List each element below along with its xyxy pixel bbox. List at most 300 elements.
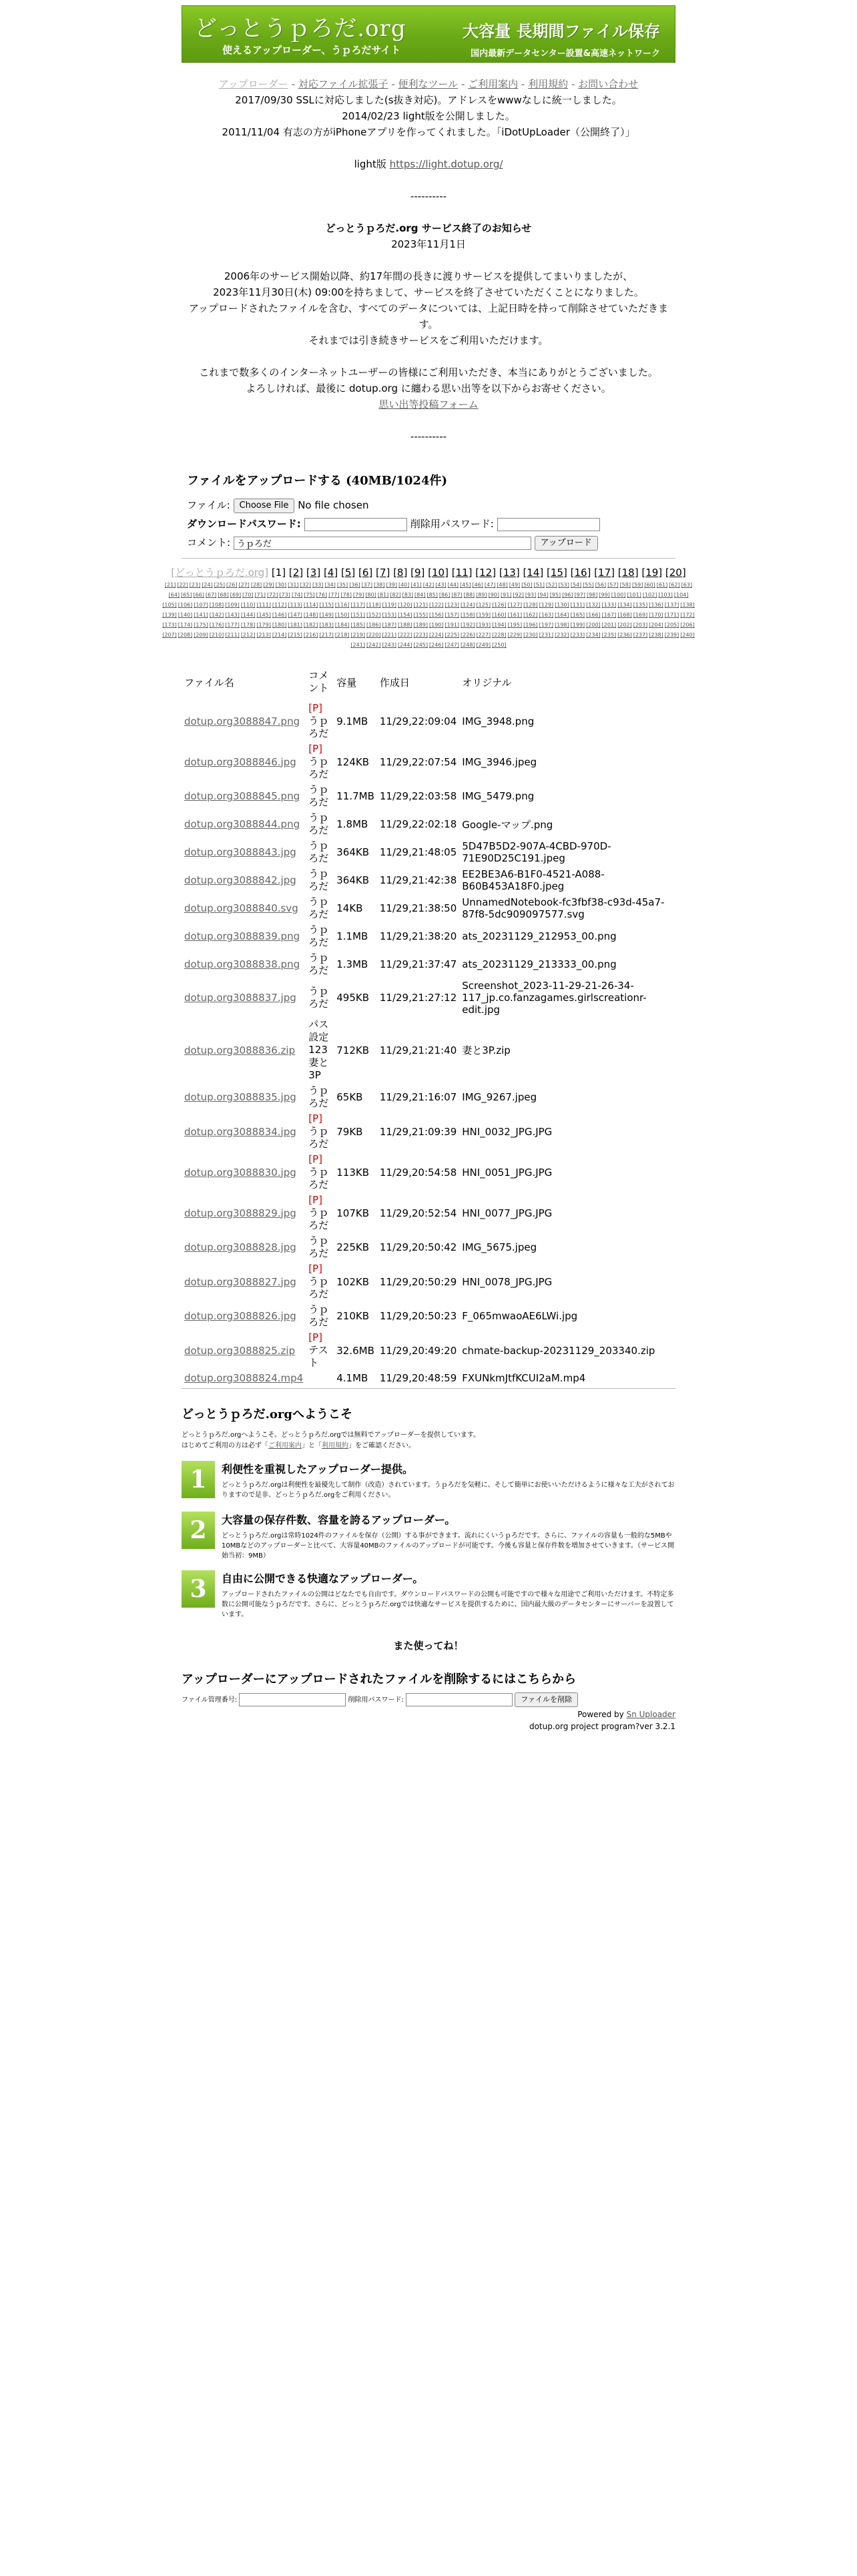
pager-page-link[interactable]: [151]: [350, 612, 365, 618]
pager-page-link[interactable]: [123]: [445, 602, 460, 608]
pager-page-link[interactable]: [152]: [366, 612, 381, 618]
nav-uploader[interactable]: アップローダー: [218, 78, 288, 90]
pager-page-link[interactable]: [39]: [386, 582, 397, 588]
pager-page-link[interactable]: [145]: [256, 612, 271, 618]
pager-page-link[interactable]: [143]: [225, 612, 240, 618]
pager-page-link[interactable]: [60]: [644, 582, 655, 588]
pager-page-link[interactable]: [22]: [177, 582, 188, 588]
pager-page-link[interactable]: 14: [527, 567, 540, 579]
pager-page-link[interactable]: 9: [414, 567, 421, 579]
pager-page-link[interactable]: [52]: [546, 582, 557, 588]
pager-page-link[interactable]: [35]: [336, 582, 348, 588]
delete-file-button[interactable]: ファイルを削除: [515, 1692, 578, 1707]
pager-page-link[interactable]: [73]: [279, 592, 290, 598]
pager-page-link[interactable]: [50]: [521, 582, 533, 588]
pager-page-link[interactable]: [122]: [429, 602, 444, 608]
pager-page-link[interactable]: [99]: [599, 592, 610, 598]
pager-page-link[interactable]: [236]: [617, 632, 632, 638]
pager-page-link[interactable]: [138]: [680, 602, 695, 608]
delete-password-field[interactable]: [406, 1693, 513, 1706]
pager-page-link[interactable]: [106]: [178, 602, 193, 608]
pager-page-link[interactable]: [220]: [366, 632, 381, 638]
download-password-input[interactable]: [304, 518, 407, 531]
pager-page-link[interactable]: [85]: [426, 592, 438, 598]
pager-page-link[interactable]: [243]: [382, 642, 396, 648]
file-link[interactable]: dotup.org3088845.png: [184, 790, 300, 802]
pager-page-link[interactable]: [74]: [291, 592, 303, 598]
pager-page-link[interactable]: [221]: [382, 632, 396, 638]
pager-page-link[interactable]: [205]: [664, 622, 679, 628]
delete-password-input[interactable]: [497, 518, 600, 531]
pager-page-link[interactable]: [239]: [664, 632, 679, 638]
pager-page-link[interactable]: [226]: [461, 632, 475, 638]
pager-page-link[interactable]: [212]: [240, 632, 256, 638]
pager-page-link[interactable]: 13: [503, 567, 516, 579]
pager-page-link[interactable]: [80]: [365, 592, 376, 598]
pager-page-link[interactable]: [163]: [539, 612, 554, 618]
pager-page-link[interactable]: [45]: [460, 582, 471, 588]
pager-page-link[interactable]: [214]: [272, 632, 287, 638]
pager-page-link[interactable]: [53]: [558, 582, 569, 588]
pager-page-link[interactable]: [156]: [429, 612, 444, 618]
pager-page-link[interactable]: [187]: [382, 622, 396, 628]
pager-page-link[interactable]: [133]: [601, 602, 617, 608]
pager-page-link[interactable]: [119]: [382, 602, 396, 608]
site-banner[interactable]: [182, 5, 675, 63]
pager-page-link[interactable]: [26]: [226, 582, 238, 588]
pager-page-link[interactable]: [58]: [619, 582, 631, 588]
pager-page-link[interactable]: [100]: [611, 592, 626, 598]
pager-page-link[interactable]: [49]: [509, 582, 521, 588]
pager-page-link[interactable]: [83]: [402, 592, 414, 598]
pager-page-link[interactable]: [207]: [162, 632, 177, 638]
pager-page-link[interactable]: [101]: [627, 592, 641, 598]
pager-page-link[interactable]: [186]: [366, 622, 381, 628]
pager-page-link[interactable]: [190]: [429, 622, 444, 628]
pager-page-link[interactable]: [94]: [537, 592, 549, 598]
pager-page-link[interactable]: [90]: [488, 592, 499, 598]
pager-page-link[interactable]: [48]: [497, 582, 508, 588]
pager-page-link[interactable]: [144]: [240, 612, 256, 618]
pager-page-link[interactable]: [36]: [349, 582, 360, 588]
pager-page-link[interactable]: [110]: [240, 602, 256, 608]
pager-page-link[interactable]: [105]: [162, 602, 177, 608]
pager-page-link[interactable]: [222]: [397, 632, 412, 638]
pager-page-link[interactable]: [247]: [445, 642, 460, 648]
pager-page-link[interactable]: [245]: [413, 642, 428, 648]
pager-page-link[interactable]: 20: [669, 567, 682, 579]
pager-page-link[interactable]: [72]: [266, 592, 278, 598]
pager-page-link[interactable]: [117]: [350, 602, 365, 608]
pager-page-link[interactable]: [189]: [413, 622, 428, 628]
pager-page-link[interactable]: [64]: [168, 592, 180, 598]
pager-page-link[interactable]: [111]: [256, 602, 271, 608]
pager-page-link[interactable]: [116]: [334, 602, 350, 608]
pager-page-link[interactable]: [217]: [319, 632, 334, 638]
preview-link[interactable]: [P]: [308, 1153, 322, 1165]
pager-page-link[interactable]: [224]: [429, 632, 444, 638]
pager-page-link[interactable]: [41]: [410, 582, 422, 588]
pager-page-link[interactable]: [84]: [414, 592, 426, 598]
pager-page-link[interactable]: [196]: [523, 622, 538, 628]
nav-extensions[interactable]: 対応ファイル拡張子: [298, 78, 388, 90]
pager-page-link[interactable]: [228]: [492, 632, 507, 638]
pager-page-link[interactable]: [188]: [397, 622, 412, 628]
pager-page-link[interactable]: [237]: [633, 632, 648, 638]
preview-link[interactable]: [P]: [308, 702, 322, 714]
pager-page-link[interactable]: [194]: [492, 622, 507, 628]
pager-page-link[interactable]: [206]: [680, 622, 695, 628]
preview-link[interactable]: [P]: [308, 743, 322, 755]
nav-contact[interactable]: お問い合わせ: [578, 78, 639, 90]
pager-page-link[interactable]: [218]: [334, 632, 350, 638]
pager-page-link[interactable]: [92]: [513, 592, 524, 598]
pager-page-link[interactable]: [103]: [658, 592, 673, 598]
pager-page-link[interactable]: 7: [379, 567, 386, 579]
pager-page-link[interactable]: [51]: [533, 582, 545, 588]
nav-tools[interactable]: 便利なツール: [398, 78, 459, 90]
pager-page-link[interactable]: [233]: [570, 632, 585, 638]
file-link[interactable]: dotup.org3088827.jpg: [184, 1275, 296, 1288]
original-name-cell: IMG_3948.png: [462, 715, 535, 727]
pager-page-link[interactable]: [161]: [507, 612, 523, 618]
comment-cell: [P]うｐろだ: [308, 1153, 329, 1191]
pager-page-link[interactable]: [167]: [601, 612, 617, 618]
pager-page-link[interactable]: [126]: [492, 602, 507, 608]
pager-page-link[interactable]: [114]: [303, 602, 318, 608]
pager-page-link[interactable]: [77]: [328, 592, 340, 598]
pager-page-link[interactable]: [179]: [256, 622, 271, 628]
nav-guide[interactable]: ご利用案内: [468, 78, 519, 90]
pager-page-link[interactable]: [38]: [374, 582, 385, 588]
pager-page-link[interactable]: [216]: [303, 632, 318, 638]
pager-page-link[interactable]: [134]: [617, 602, 632, 608]
pager-page-link[interactable]: [44]: [447, 582, 459, 588]
pager-page-link[interactable]: [61]: [656, 582, 668, 588]
pager-page-link[interactable]: [21]: [164, 582, 176, 588]
pager-page-link[interactable]: [81]: [377, 592, 389, 598]
pager-page-link[interactable]: [68]: [218, 592, 229, 598]
pager-page-link[interactable]: [42]: [422, 582, 435, 588]
pager-page-link[interactable]: [230]: [523, 632, 538, 638]
pager-page-link[interactable]: [153]: [382, 612, 396, 618]
pager-page-link[interactable]: [238]: [649, 632, 663, 638]
preview-link[interactable]: [P]: [308, 1194, 322, 1206]
pager-page-link[interactable]: [208]: [178, 632, 193, 638]
pager-page-link[interactable]: [115]: [319, 602, 334, 608]
pager-page-link[interactable]: [121]: [413, 602, 428, 608]
pager-page-link[interactable]: [177]: [225, 622, 240, 628]
pager-page-link[interactable]: [225]: [445, 632, 460, 638]
pager-page-link[interactable]: [47]: [484, 582, 496, 588]
pager-page-link[interactable]: [185]: [350, 622, 365, 628]
pager-page-link[interactable]: [129]: [539, 602, 554, 608]
nav-terms[interactable]: 利用規約: [528, 78, 569, 90]
pager-page-link[interactable]: [150]: [334, 612, 350, 618]
pager-page-link[interactable]: [104]: [673, 592, 689, 598]
choose-file-button[interactable]: Choose File: [234, 499, 295, 513]
pager-page-link[interactable]: [159]: [476, 612, 491, 618]
file-link[interactable]: dotup.org3088838.png: [184, 958, 300, 970]
pager-page-link[interactable]: [56]: [595, 582, 607, 588]
pager-page-link[interactable]: [184]: [334, 622, 350, 628]
pager-page-link[interactable]: [69]: [230, 592, 242, 598]
pager-page-link[interactable]: [191]: [445, 622, 460, 628]
guide-link[interactable]: ご利用案内: [268, 1442, 302, 1450]
pager-page-link[interactable]: [127]: [507, 602, 523, 608]
upload-button[interactable]: アップロード: [535, 536, 598, 551]
pager-page-link[interactable]: [108]: [209, 602, 224, 608]
pager-page-link[interactable]: [124]: [461, 602, 475, 608]
pager-home-link[interactable]: [どっとうｐろだ.org]: [171, 567, 269, 579]
pager-page-link[interactable]: [70]: [242, 592, 254, 598]
pager-page-link[interactable]: [63]: [681, 582, 693, 588]
preview-link[interactable]: [P]: [308, 1263, 322, 1275]
pager-page-link[interactable]: [241]: [350, 642, 365, 648]
pager-page-link[interactable]: [107]: [194, 602, 208, 608]
pager-page-link[interactable]: [181]: [288, 622, 302, 628]
pager-page-link[interactable]: [37]: [361, 582, 373, 588]
file-link[interactable]: dotup.org3088834.jpg: [184, 1125, 296, 1138]
pager-page-link[interactable]: [242]: [366, 642, 381, 648]
pager-page-link[interactable]: [199]: [570, 622, 585, 628]
pager-page-link[interactable]: [82]: [390, 592, 401, 598]
pager-page-link[interactable]: 17: [598, 567, 611, 579]
pager-page-link[interactable]: [180]: [272, 622, 287, 628]
pager-page-link[interactable]: [182]: [303, 622, 318, 628]
pager-page-link[interactable]: [229]: [507, 632, 523, 638]
pager-page-link[interactable]: [148]: [303, 612, 318, 618]
pager-page-link[interactable]: [118]: [366, 602, 381, 608]
pager-page-link[interactable]: [96]: [562, 592, 573, 598]
pager-page-link[interactable]: [91]: [501, 592, 512, 598]
pager-page-link[interactable]: [211]: [225, 632, 240, 638]
sn-uploader-link[interactable]: Sn Uploader: [626, 1710, 675, 1719]
pager-page-link[interactable]: [32]: [300, 582, 311, 588]
pager-page-link[interactable]: [223]: [413, 632, 428, 638]
pager-page-link[interactable]: [113]: [288, 602, 302, 608]
pager-page-link[interactable]: [164]: [555, 612, 569, 618]
pager-page-link[interactable]: [155]: [413, 612, 428, 618]
pager-page-link[interactable]: [162]: [523, 612, 538, 618]
pager-page-link[interactable]: [175]: [194, 622, 208, 628]
pager-page-link[interactable]: [34]: [324, 582, 336, 588]
pager-page-link[interactable]: 12: [479, 567, 493, 579]
pager-page-link[interactable]: [136]: [649, 602, 663, 608]
pager-page-link[interactable]: [158]: [461, 612, 475, 618]
pager-page-link[interactable]: [24]: [202, 582, 213, 588]
pager-page-link[interactable]: [132]: [586, 602, 601, 608]
pager-page-link[interactable]: [29]: [263, 582, 274, 588]
pager-page-link[interactable]: 16: [574, 567, 587, 579]
pager-page-link[interactable]: [71]: [254, 592, 266, 598]
pager-page-link[interactable]: [67]: [205, 592, 217, 598]
pager-page-link[interactable]: [120]: [397, 602, 412, 608]
pager-page-link[interactable]: [157]: [445, 612, 460, 618]
pager-page-link[interactable]: [172]: [680, 612, 695, 618]
pager-page-link[interactable]: [30]: [275, 582, 287, 588]
file-link[interactable]: dotup.org3088846.jpg: [184, 755, 296, 768]
pager-page-link[interactable]: [165]: [570, 612, 585, 618]
pager-page-link[interactable]: [174]: [178, 622, 193, 628]
pager-page-link[interactable]: [139]: [162, 612, 177, 618]
pager-page-link[interactable]: [171]: [664, 612, 679, 618]
pager-page-link[interactable]: 4: [327, 567, 334, 579]
pager-page-link[interactable]: [25]: [214, 582, 226, 588]
pager-page-link[interactable]: [86]: [439, 592, 451, 598]
management-number-input[interactable]: [239, 1693, 346, 1706]
pager-page-link[interactable]: [130]: [555, 602, 569, 608]
pager-page-link[interactable]: 15: [550, 567, 563, 579]
pager-page-link[interactable]: [40]: [398, 582, 410, 588]
pager-page-link[interactable]: [131]: [570, 602, 585, 608]
pager-page-link[interactable]: 8: [396, 567, 404, 579]
pager-page-link[interactable]: [250]: [492, 642, 507, 648]
pager-page-link[interactable]: [235]: [601, 632, 617, 638]
pager-page-link[interactable]: [59]: [631, 582, 643, 588]
pager-page-link[interactable]: 19: [645, 567, 659, 579]
pager-page-link[interactable]: [31]: [288, 582, 299, 588]
comment-input[interactable]: [234, 537, 531, 550]
file-link[interactable]: dotup.org3088847.png: [184, 715, 300, 727]
memories-form-link[interactable]: 思い出等投稿フォーム: [378, 398, 479, 410]
pager-page-link[interactable]: [168]: [617, 612, 632, 618]
file-label: ファイル:: [187, 499, 234, 511]
pager-page-link[interactable]: [210]: [209, 632, 224, 638]
pager-page-link[interactable]: [57]: [607, 582, 619, 588]
file-link[interactable]: dotup.org3088829.jpg: [184, 1207, 296, 1219]
pager-page-link[interactable]: [140]: [178, 612, 193, 618]
pager-page-link[interactable]: [135]: [633, 602, 648, 608]
pager-page-link[interactable]: [46]: [472, 582, 483, 588]
pager-page-link[interactable]: [219]: [350, 632, 365, 638]
file-link[interactable]: dotup.org3088830.jpg: [184, 1166, 296, 1179]
pager-page-link[interactable]: [79]: [352, 592, 364, 598]
file-link[interactable]: dotup.org3088826.jpg: [184, 1310, 296, 1322]
pager-page-link[interactable]: [198]: [555, 622, 569, 628]
pager-page-link[interactable]: [160]: [492, 612, 507, 618]
pager-page-link[interactable]: [231]: [539, 632, 554, 638]
preview-link[interactable]: [P]: [308, 1331, 322, 1343]
pager-page-link[interactable]: [98]: [586, 592, 598, 598]
pager-page-link[interactable]: 11: [455, 567, 469, 579]
pager-page-link[interactable]: [95]: [549, 592, 561, 598]
pager-page-link[interactable]: [203]: [633, 622, 648, 628]
file-link[interactable]: dotup.org3088842.jpg: [184, 874, 296, 886]
pager-page-link[interactable]: [102]: [642, 592, 657, 598]
pager-page-link[interactable]: [213]: [256, 632, 271, 638]
file-link[interactable]: dotup.org3088825.zip: [184, 1344, 296, 1357]
pager-page-link[interactable]: 2: [292, 567, 300, 579]
pager-page-link[interactable]: [195]: [507, 622, 523, 628]
terms-link[interactable]: 利用規約: [322, 1442, 348, 1450]
pager-page-link[interactable]: [128]: [523, 602, 538, 608]
pager-page-link[interactable]: [173]: [162, 622, 177, 628]
file-link[interactable]: dotup.org3088840.svg: [184, 902, 298, 914]
pager-page-link[interactable]: [142]: [209, 612, 224, 618]
light-version-link[interactable]: https://light.dotup.org/: [389, 158, 503, 170]
pager-page-link[interactable]: [28]: [250, 582, 262, 588]
file-link[interactable]: dotup.org3088839.png: [184, 930, 300, 942]
pager-page-link[interactable]: 3: [310, 567, 317, 579]
pager-page-link[interactable]: [149]: [319, 612, 334, 618]
pager-page-link[interactable]: 6: [362, 567, 369, 579]
pager-page-link[interactable]: [75]: [304, 592, 315, 598]
file-link[interactable]: dotup.org3088835.jpg: [184, 1091, 296, 1103]
pager-page-link[interactable]: [192]: [461, 622, 475, 628]
pager-page-link[interactable]: 5: [344, 567, 352, 579]
pager-page-link[interactable]: [141]: [194, 612, 208, 618]
pager-page-link[interactable]: [33]: [312, 582, 324, 588]
pager-page-link[interactable]: [89]: [476, 592, 487, 598]
pager-page-link[interactable]: [27]: [238, 582, 250, 588]
pager-page-link[interactable]: [88]: [463, 592, 475, 598]
file-link[interactable]: dotup.org3088843.jpg: [184, 846, 296, 858]
pager-page-link[interactable]: [234]: [586, 632, 601, 638]
pager-page-link[interactable]: [62]: [669, 582, 680, 588]
pager-page-link[interactable]: [93]: [525, 592, 537, 598]
pager-page-link[interactable]: [65]: [181, 592, 192, 598]
pager-page-link[interactable]: [125]: [476, 602, 491, 608]
pager-page-link[interactable]: [209]: [194, 632, 208, 638]
pager-page-link[interactable]: 18: [621, 567, 635, 579]
pager-page-link[interactable]: [169]: [633, 612, 648, 618]
pager-page-link[interactable]: [146]: [272, 612, 287, 618]
file-link[interactable]: dotup.org3088828.jpg: [184, 1241, 296, 1253]
pager-page-link[interactable]: [112]: [272, 602, 287, 608]
pager-page-link[interactable]: [246]: [429, 642, 444, 648]
pager-page-link[interactable]: [197]: [539, 622, 554, 628]
file-link[interactable]: dotup.org3088844.png: [184, 818, 300, 830]
pager-page-link[interactable]: [23]: [189, 582, 201, 588]
pager-page-link[interactable]: [54]: [570, 582, 582, 588]
pager-page-link[interactable]: [66]: [193, 592, 204, 598]
pager-page-link[interactable]: [202]: [617, 622, 632, 628]
pager-page-link[interactable]: [200]: [586, 622, 601, 628]
pager-page-link[interactable]: [43]: [435, 582, 447, 588]
pager-page-link[interactable]: [109]: [225, 602, 240, 608]
pager-page-link[interactable]: [201]: [601, 622, 617, 628]
pager-page-link[interactable]: [147]: [288, 612, 302, 618]
pager-page-link[interactable]: [204]: [649, 622, 663, 628]
pager-page-link[interactable]: [183]: [319, 622, 334, 628]
pager-page-link[interactable]: [176]: [209, 622, 224, 628]
pager-page-link[interactable]: [87]: [451, 592, 463, 598]
pager-page-link[interactable]: [232]: [555, 632, 569, 638]
pager-page-link[interactable]: [178]: [240, 622, 256, 628]
pager-page-link[interactable]: [55]: [583, 582, 594, 588]
pager-page-link[interactable]: [76]: [316, 592, 328, 598]
preview-link[interactable]: [P]: [308, 1112, 322, 1124]
file-link[interactable]: dotup.org3088824.mp4: [184, 1372, 304, 1384]
pager-page-link[interactable]: [154]: [397, 612, 412, 618]
pager-page-link[interactable]: [137]: [664, 602, 679, 608]
file-link[interactable]: dotup.org3088836.zip: [184, 1044, 296, 1056]
pager-page-link[interactable]: [97]: [574, 592, 585, 598]
pager-page-link[interactable]: [249]: [476, 642, 491, 648]
file-link[interactable]: dotup.org3088837.jpg: [184, 992, 296, 1004]
pager-page-link[interactable]: [215]: [288, 632, 302, 638]
pager-page-link[interactable]: 10: [431, 567, 445, 579]
pager-page-link[interactable]: [227]: [476, 632, 491, 638]
pager-page-link[interactable]: [193]: [476, 622, 491, 628]
pager-page-link[interactable]: [166]: [586, 612, 601, 618]
pager-page-link[interactable]: [170]: [649, 612, 663, 618]
pager-page-link[interactable]: [244]: [397, 642, 412, 648]
pager-page-link[interactable]: [78]: [340, 592, 352, 598]
pager-page-link[interactable]: [248]: [461, 642, 475, 648]
pager-page-link[interactable]: [240]: [680, 632, 695, 638]
